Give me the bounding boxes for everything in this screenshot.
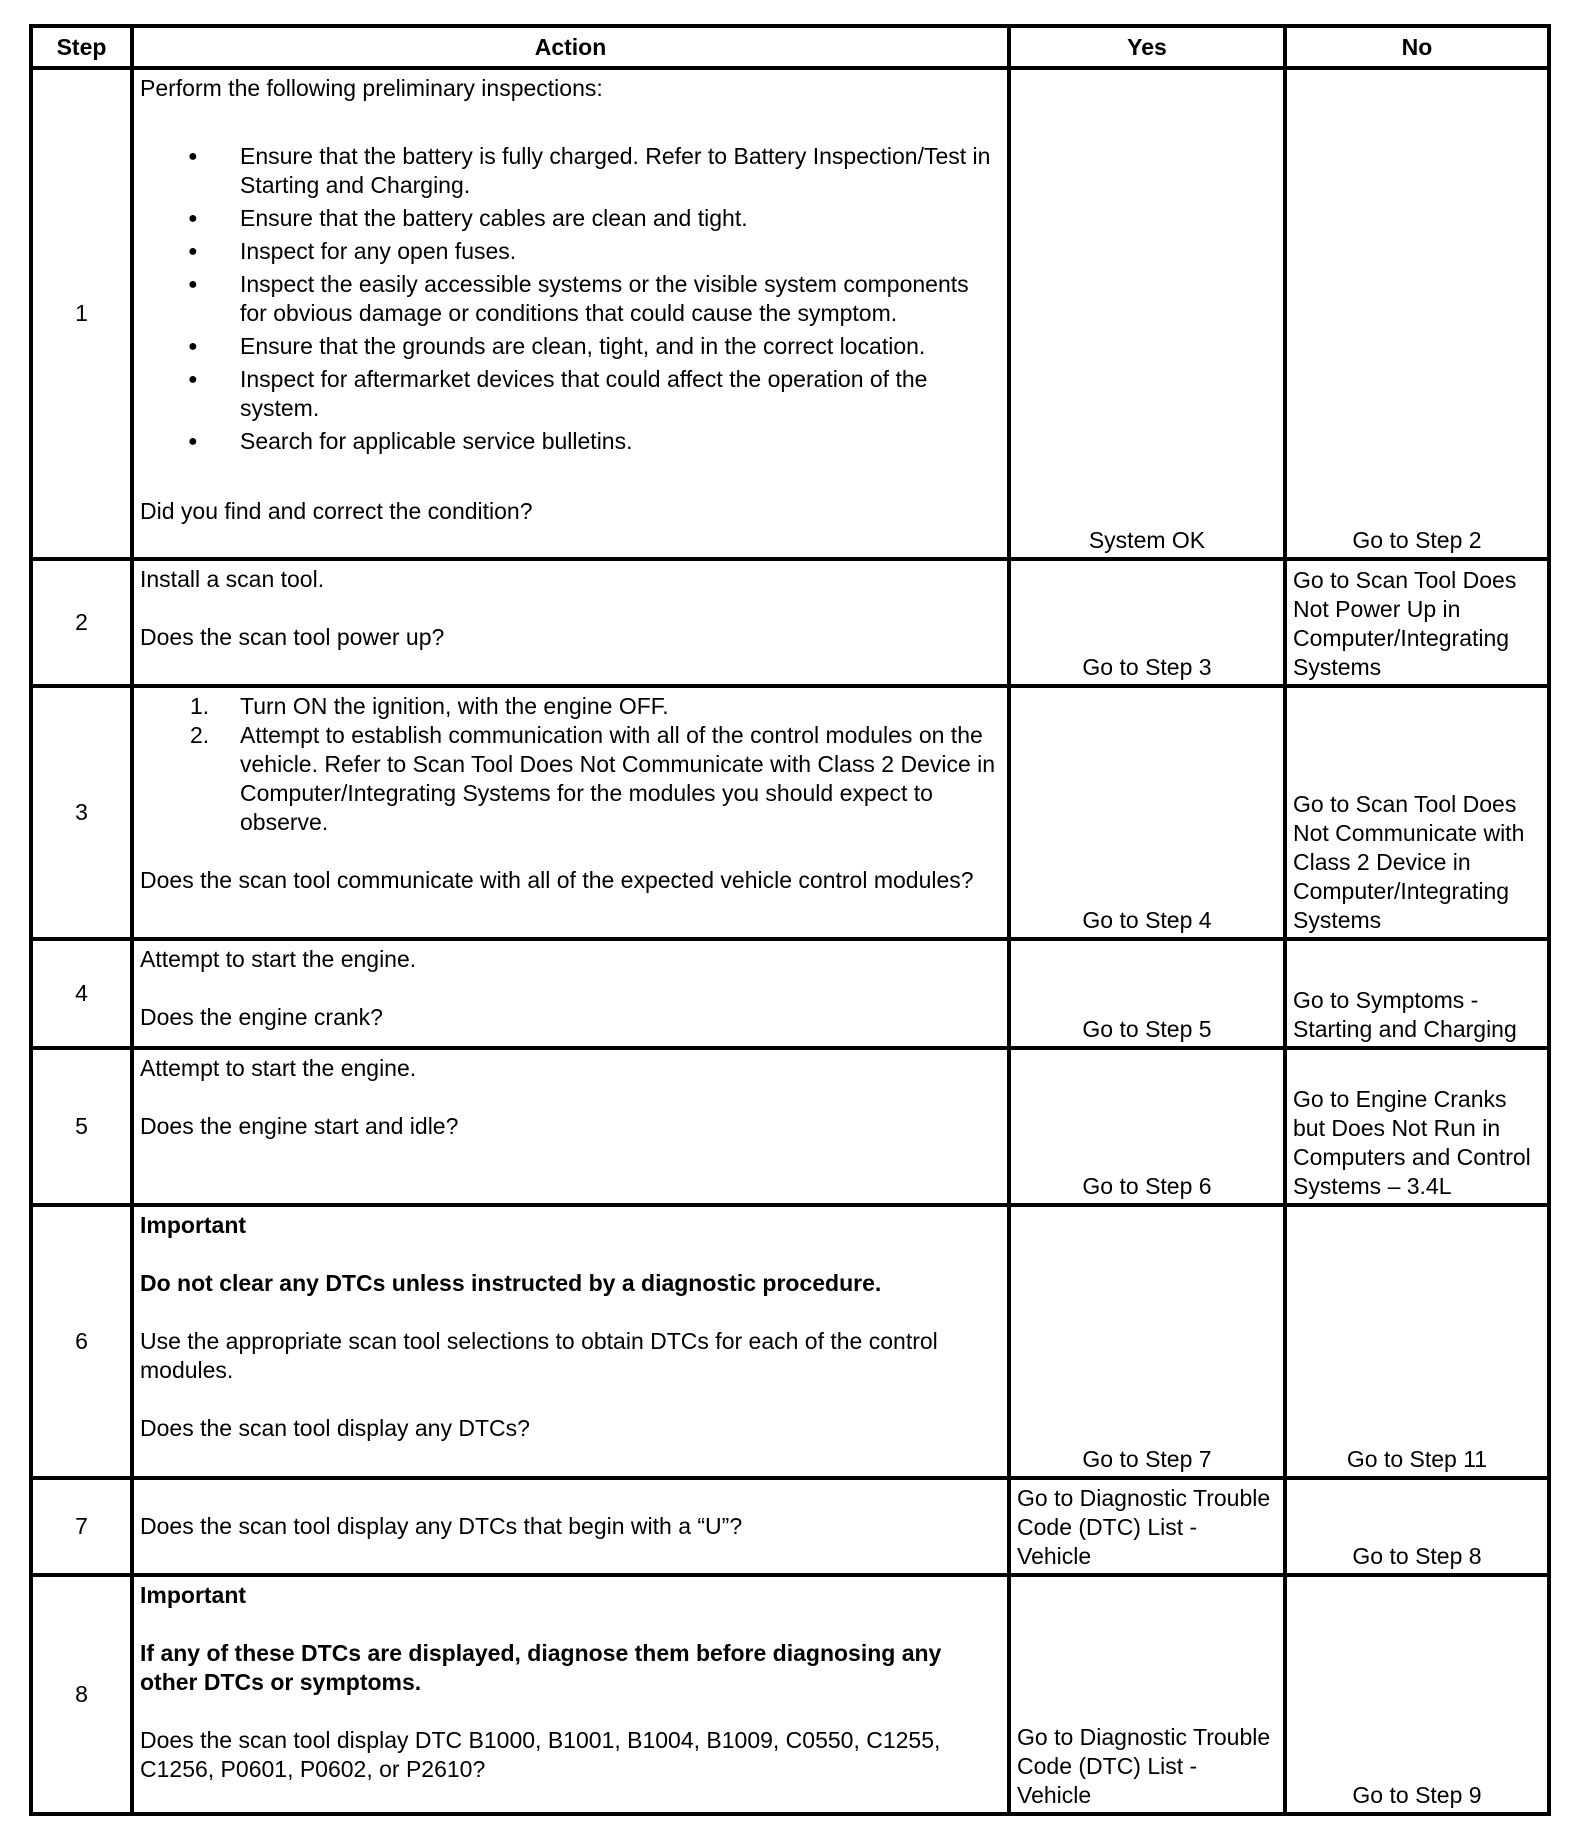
step-number: 4 [31,939,132,1048]
action-instruction: Use the appropriate scan tool selections to obtain DTCs for each of the control modules. [140,1328,938,1383]
no-result: Go to Step 11 [1285,1205,1549,1478]
action-intro: Attempt to start the engine. [140,1055,417,1081]
table-row-step-3 [31,686,1549,939]
action-intro: Install a scan tool. [140,566,325,592]
yes-result: Go to Step 3 [1009,559,1285,686]
yes-result: Go to Diagnostic Trouble Code (DTC) List - Vehicle [1009,1478,1285,1575]
action-cell [132,68,1009,559]
action-intro: Attempt to start the engine. [140,946,417,972]
important-text: Do not clear any DTCs unless instructed by a diagnostic procedure. [140,1270,882,1296]
table-row-step-5 [31,1048,1549,1205]
step-number: 8 [31,1575,132,1814]
action-question: Does the scan tool communicate with all of the expected vehicle control modules? [140,867,974,893]
list-item: ● Inspect for aftermarket devices that could affect the operation of the system. [140,365,1001,423]
list-item: ● Ensure that the battery cables are clean and tight. [140,204,1001,233]
no-result: Go to Step 8 [1285,1478,1549,1575]
important-heading: Important [140,1212,247,1238]
no-result: Go to Engine Cranks but Does Not Run in Computers and Control Systems – 3.4L [1285,1048,1549,1205]
yes-result: Go to Step 4 [1009,686,1285,939]
action-question: Does the engine start and idle? [140,1113,459,1139]
header-yes: Yes [1009,26,1285,68]
action-question: Does the engine crank? [140,1004,383,1030]
important-text: If any of these DTCs are displayed, diagnose them before diagnosing any other DTCs or symptoms. [140,1640,942,1695]
action-question: Does the scan tool power up? [140,624,445,650]
action-cell [132,1478,1009,1575]
action-cell [132,1205,1009,1478]
header-row [31,26,1549,68]
yes-result: Go to Diagnostic Trouble Code (DTC) List - Vehicle [1009,1575,1285,1814]
action-cell [132,559,1009,686]
list-item: ● Inspect for any open fuses. [140,237,1001,266]
yes-result: System OK [1009,68,1285,559]
no-result: Go to Scan Tool Does Not Power Up in Computer/Integrating Systems [1285,559,1549,686]
no-result: Go to Scan Tool Does Not Communicate with Class 2 Device in Computer/Integrating Systems [1285,686,1549,939]
inspection-list [140,142,1001,456]
no-result: Go to Step 9 [1285,1575,1549,1814]
action-cell [132,1048,1009,1205]
item-number: 2. [190,722,210,748]
header-action: Action [132,26,1009,68]
no-result: Go to Symptoms - Starting and Charging [1285,939,1549,1048]
header-step: Step [31,26,132,68]
table-row-step-6 [31,1205,1549,1478]
list-item: 1. Turn ON the ignition, with the engine OFF. [190,693,669,719]
action-question: Does the scan tool display DTC B1000, B1001, B1004, B1009, C0550, C1255, C1256, P0601, P0602, or P2610? [140,1727,941,1782]
action-cell [132,939,1009,1048]
action-question: Does the scan tool display any DTCs? [140,1415,530,1441]
action-question: Does the scan tool display any DTCs that begin with a “U”? [140,1513,743,1539]
step-number: 6 [31,1205,132,1478]
list-item: ● Ensure that the battery is fully charged. Refer to Battery Inspection/Test in Starting and Charging. [140,142,1001,200]
list-item: ● Inspect the easily accessible systems or the visible system components for obvious damage or conditions that could cause the symptom. [140,270,1001,328]
list-item: ● Ensure that the grounds are clean, tight, and in the correct location. [140,332,1001,361]
step-number: 1 [31,68,132,559]
procedure-list [140,692,1001,837]
item-number: 1. [190,693,210,719]
table-row-step-7 [31,1478,1549,1575]
action-cell [132,1575,1009,1814]
table-row-step-4 [31,939,1549,1048]
yes-result: Go to Step 7 [1009,1205,1285,1478]
diagnostic-table [29,24,1551,1816]
step-number: 5 [31,1048,132,1205]
important-heading: Important [140,1582,247,1608]
step-number: 3 [31,686,132,939]
action-question: Did you find and correct the condition? [140,498,533,524]
list-item: ● Search for applicable service bulletins. [140,427,1001,456]
yes-result: Go to Step 5 [1009,939,1285,1048]
no-result: Go to Step 2 [1285,68,1549,559]
table-row-step-2 [31,559,1549,686]
table-row-step-8 [31,1575,1549,1814]
yes-result: Go to Step 6 [1009,1048,1285,1205]
action-intro: Perform the following preliminary inspections: [140,75,603,101]
action-cell [132,686,1009,939]
step-number: 2 [31,559,132,686]
table-row-step-1 [31,68,1549,559]
list-item: 2. Attempt to establish communication with all of the control modules on the vehicle. Refer to Scan Tool Does Not Communicate with Class 2 Device in Computer/Integrating Systems for the modules you should expect to observe. [190,722,996,835]
header-no: No [1285,26,1549,68]
step-number: 7 [31,1478,132,1575]
